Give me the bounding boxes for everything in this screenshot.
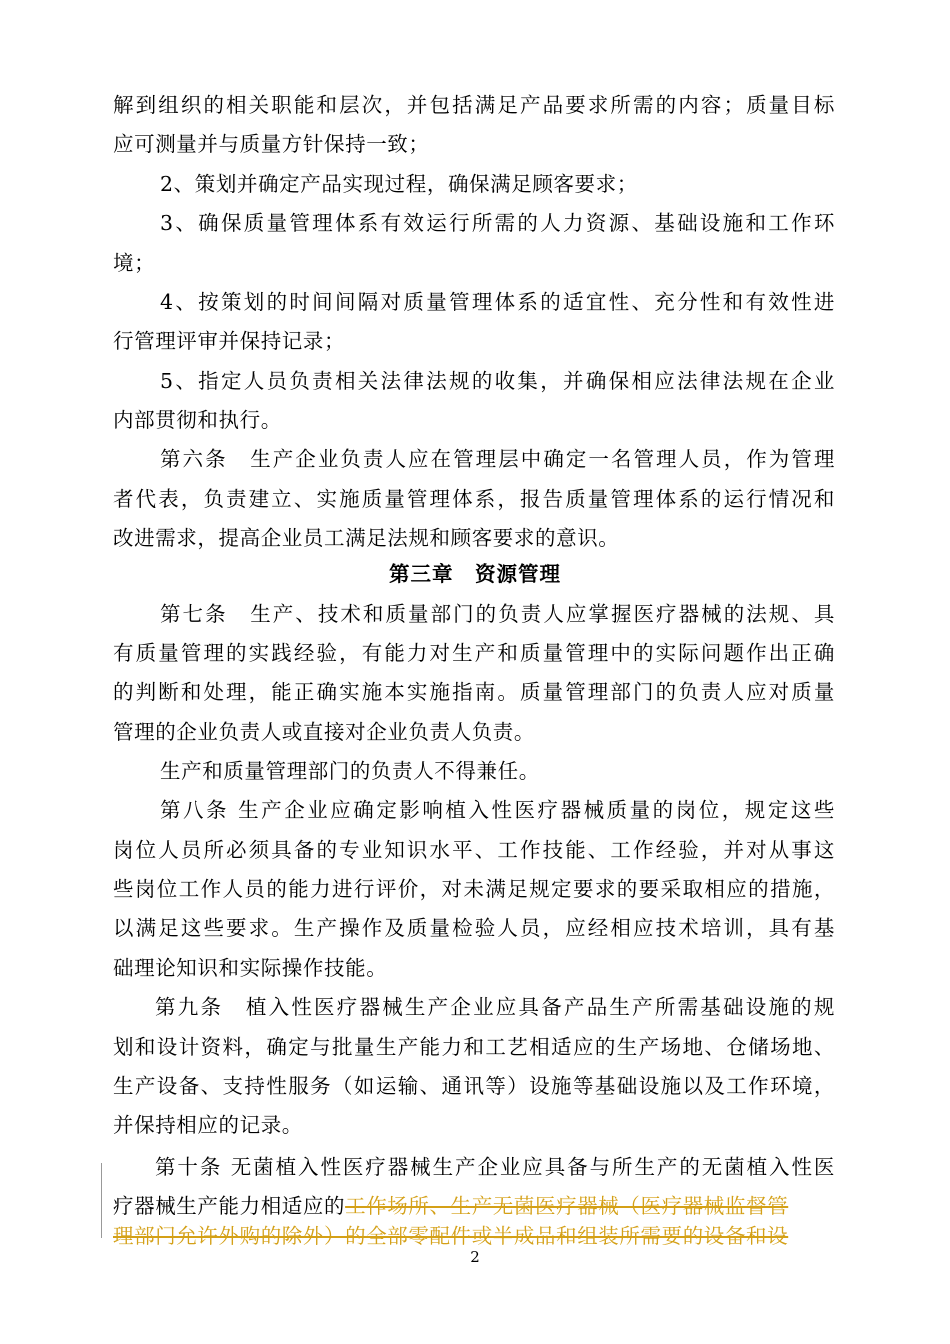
article-9: 第九条 植入性医疗器械生产企业应具备产品生产所需基础设施的规 (155, 995, 835, 1019)
paragraph-line: 划和设计资料，确定与批量生产能力和工艺相适应的生产场地、仓储场地、 (113, 1035, 835, 1059)
paragraph-line: 些岗位工作人员的能力进行评价，对未满足规定要求的要采取相应的措施， (113, 877, 835, 901)
paragraph-line: 行管理评审并保持记录； (113, 329, 346, 353)
chapter-heading: 第三章 资源管理 (389, 562, 561, 586)
paragraph-line: 岗位人员所必须具备的专业知识水平、工作技能、工作经验，并对从事这 (113, 838, 835, 862)
paragraph-line: 并保持相应的记录。 (113, 1113, 303, 1137)
paragraph-line: 改进需求，提高企业员工满足法规和顾客要求的意识。 (113, 526, 620, 550)
tracked-change-line (113, 1192, 788, 1220)
paragraph-line: 境； (113, 251, 156, 275)
paragraph-line: 应可测量并与质量方针保持一致； (113, 132, 430, 156)
list-item-2: 2、策划并确定产品实现过程，确保满足顾客要求； (160, 172, 638, 196)
deleted-text: 理部门允许外购的除外）的全部零配件或半成品和组装所需要的设备和设 (113, 1224, 789, 1248)
paragraph-line: 生产和质量管理部门的负责人不得兼任。 (160, 759, 540, 783)
paragraph-line: 解到组织的相关职能和层次，并包括满足产品要求所需的内容；质量目标 (113, 93, 835, 117)
deleted-text: 工作场所、生产无菌医疗器械（医疗器械监督管 (345, 1194, 789, 1218)
paragraph-line: 以满足这些要求。生产操作及质量检验人员，应经相应技术培训，具有基 (113, 916, 835, 940)
revision-bar (101, 1163, 102, 1238)
paragraph-line: 管理的企业负责人或直接对企业负责人负责。 (113, 720, 535, 744)
paragraph-line: 生产设备、支持性服务（如运输、通讯等）设施等基础设施以及工作环境， (113, 1074, 835, 1098)
list-item-5: 5、指定人员负责相关法律法规的收集，并确保相应法律法规在企业 (160, 369, 835, 393)
article-6: 第六条 生产企业负责人应在管理层中确定一名管理人员，作为管理 (160, 447, 835, 471)
paragraph-line: 础理论知识和实际操作技能。 (113, 956, 388, 980)
article-7: 第七条 生产、技术和质量部门的负责人应掌握医疗器械的法规、具 (160, 602, 835, 626)
paragraph-line: 内部贯彻和执行。 (113, 408, 282, 432)
paragraph-line: 的判断和处理，能正确实施本实施指南。质量管理部门的负责人应对质量 (113, 680, 835, 704)
page-number: 2 (470, 1248, 480, 1266)
paragraph-line: 者代表，负责建立、实施质量管理体系，报告质量管理体系的运行情况和 (113, 487, 835, 511)
paragraph-line: 有质量管理的实践经验，有能力对生产和质量管理中的实际问题作出正确 (113, 641, 835, 665)
article-10: 第十条 无菌植入性医疗器械生产企业应具备与所生产的无菌植入性医 (155, 1155, 835, 1179)
tracked-change-line (113, 1222, 788, 1250)
list-item-3: 3、确保质量管理体系有效运行所需的人力资源、基础设施和工作环 (160, 211, 835, 235)
list-item-4: 4、按策划的时间间隔对质量管理体系的适宜性、充分性和有效性进 (160, 290, 835, 314)
plain-text: 疗器械生产能力相适应的 (113, 1194, 346, 1218)
article-8: 第八条 生产企业应确定影响植入性医疗器械质量的岗位，规定这些 (160, 798, 835, 822)
